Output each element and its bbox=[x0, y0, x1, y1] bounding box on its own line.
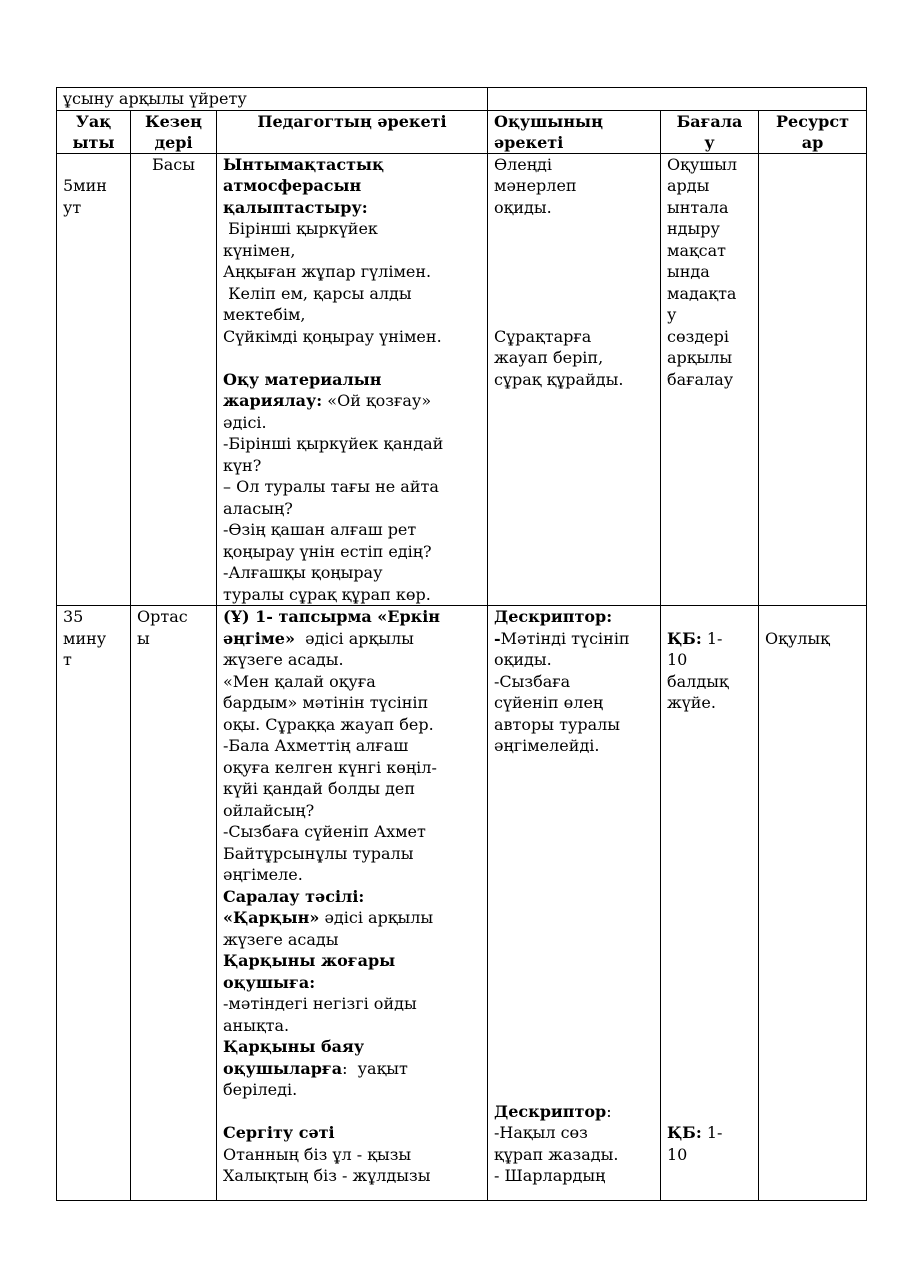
text-line bbox=[223, 541, 481, 563]
text-line bbox=[667, 628, 752, 650]
text-line bbox=[223, 218, 481, 240]
text: -Сызбаға bbox=[494, 671, 571, 691]
bold-text: Сергіту сәті bbox=[223, 1123, 335, 1142]
cell-teacher-activity bbox=[217, 153, 488, 606]
text: жауап беріп, bbox=[494, 348, 604, 367]
text-line bbox=[667, 649, 752, 671]
text: : bbox=[606, 1101, 612, 1121]
text-line: у bbox=[704, 132, 715, 152]
text-line bbox=[667, 864, 752, 886]
text: күйі қандай болды деп bbox=[223, 779, 416, 798]
text-line bbox=[494, 692, 654, 714]
text-line bbox=[223, 692, 481, 714]
text: - Шарлардың bbox=[494, 1166, 606, 1185]
header-assessment bbox=[661, 110, 759, 153]
text-line bbox=[667, 735, 752, 757]
text: әңгімелейді. bbox=[494, 736, 600, 755]
text: жүйе. bbox=[667, 693, 716, 712]
text-line bbox=[223, 886, 481, 908]
bold-text: «Қарқын» bbox=[223, 908, 320, 927]
text-line bbox=[494, 886, 654, 908]
text-line bbox=[494, 197, 654, 219]
text-line: т bbox=[63, 650, 72, 669]
text-line bbox=[494, 735, 654, 757]
text: оқиды. bbox=[494, 197, 552, 217]
text-line bbox=[223, 864, 481, 886]
text-line: ндыру bbox=[667, 219, 720, 238]
text: оқуға келген күнгі көңіл- bbox=[223, 757, 437, 777]
text-line: Ресурст bbox=[775, 111, 850, 131]
text-line bbox=[223, 993, 481, 1015]
text: сұрақ құрайды. bbox=[494, 369, 624, 389]
cell-stage bbox=[131, 153, 217, 606]
cell-student-activity bbox=[488, 153, 661, 606]
top-row-left: ұсыну арқылы үйрету bbox=[57, 88, 488, 111]
text-line bbox=[667, 1122, 752, 1144]
text: Байтұрсынұлы туралы bbox=[223, 843, 414, 863]
text: туралы сұрақ құрап көр. bbox=[223, 584, 431, 604]
text-line: Уақ bbox=[75, 111, 112, 131]
text: авторы туралы bbox=[494, 714, 621, 734]
text: күнімен, bbox=[223, 240, 296, 260]
text: оқы. Сұраққа жауап бер. bbox=[223, 714, 434, 734]
text-line bbox=[494, 347, 654, 369]
text-line bbox=[494, 972, 654, 994]
text-line bbox=[494, 864, 654, 886]
text: ойлайсың? bbox=[223, 800, 315, 820]
text-line bbox=[223, 240, 481, 262]
text-line bbox=[667, 671, 752, 693]
text: «Мен қалай оқуға bbox=[223, 671, 376, 691]
text-line bbox=[223, 498, 481, 520]
text-line bbox=[223, 584, 481, 606]
text-line bbox=[494, 821, 654, 843]
text: оқиды. bbox=[494, 650, 552, 669]
text-line bbox=[223, 778, 481, 800]
text-line bbox=[494, 757, 654, 779]
text: сүйеніп өлең bbox=[494, 693, 604, 712]
text-line bbox=[223, 1101, 481, 1123]
text-line bbox=[494, 154, 654, 176]
text: -Бала Ахметтің алғаш bbox=[223, 736, 409, 755]
table-row-opening bbox=[57, 153, 867, 606]
text-line bbox=[223, 800, 481, 822]
text: 10 bbox=[667, 650, 688, 669]
bold-text: оқушыларға bbox=[223, 1058, 343, 1078]
bold-text: Оқу материалын bbox=[223, 369, 382, 389]
text: әдісі арқылы bbox=[294, 628, 414, 648]
text-line bbox=[765, 628, 860, 650]
bold-text: жариялау: bbox=[223, 391, 323, 410]
text-line bbox=[223, 369, 481, 391]
text: анықта. bbox=[223, 1015, 290, 1035]
text-line bbox=[223, 154, 481, 176]
text-line: ында bbox=[667, 262, 710, 281]
text: Бірінші қыркүйек bbox=[223, 219, 378, 238]
text-line: сөздері bbox=[667, 326, 729, 346]
text-line bbox=[223, 175, 481, 197]
header-time bbox=[57, 110, 131, 153]
cell-resources bbox=[759, 153, 867, 606]
text-line bbox=[494, 907, 654, 929]
text: қоңырау үнін естіп едің? bbox=[223, 541, 432, 561]
text-line bbox=[494, 606, 654, 628]
text-line bbox=[223, 476, 481, 498]
lesson-plan-table bbox=[56, 87, 867, 1201]
text-line bbox=[494, 1122, 654, 1144]
cell-time bbox=[57, 153, 131, 606]
text: жүзеге асады. bbox=[223, 650, 344, 669]
text-line bbox=[223, 347, 481, 369]
header-student bbox=[488, 110, 661, 153]
text: күн? bbox=[223, 455, 262, 475]
text-line bbox=[223, 1058, 481, 1080]
text: беріледі. bbox=[223, 1080, 298, 1099]
text: әңгімеле. bbox=[223, 865, 303, 884]
text-line bbox=[667, 692, 752, 714]
text-line: Оқушының bbox=[494, 111, 603, 131]
text-line bbox=[494, 261, 654, 283]
text-line bbox=[494, 304, 654, 326]
text-line bbox=[223, 757, 481, 779]
text: Отанның біз ұл - қызы bbox=[223, 1144, 412, 1164]
text-line bbox=[223, 390, 481, 412]
text-line bbox=[223, 843, 481, 865]
text-line: Басы bbox=[152, 154, 195, 174]
text: балдық bbox=[667, 671, 729, 691]
text-line bbox=[667, 778, 752, 800]
text: -Нақыл сөз bbox=[494, 1123, 588, 1142]
header-resources bbox=[759, 110, 867, 153]
bold-text: ҚБ: bbox=[667, 1123, 702, 1142]
bold-text: Қарқыны баяу bbox=[223, 1037, 365, 1056]
text-line bbox=[667, 929, 752, 951]
cell-time bbox=[57, 606, 131, 1201]
text-line bbox=[667, 1058, 752, 1080]
text-line bbox=[494, 369, 654, 391]
top-row-right bbox=[488, 88, 867, 111]
text: мектебім, bbox=[223, 305, 306, 324]
text: Өлеңді bbox=[494, 154, 552, 174]
text-line bbox=[667, 757, 752, 779]
text-line bbox=[223, 1144, 481, 1166]
text-line bbox=[494, 929, 654, 951]
text-line bbox=[494, 993, 654, 1015]
text-line: Бағала bbox=[676, 111, 743, 131]
cell-assessment bbox=[661, 606, 759, 1201]
text: әдісі арқылы bbox=[319, 908, 434, 927]
bold-text: (Ұ) 1- тапсырма «Еркін bbox=[223, 607, 440, 626]
text-line: у bbox=[667, 305, 677, 324]
text-line bbox=[223, 261, 481, 283]
text-line: арды bbox=[667, 176, 710, 195]
text-line bbox=[223, 1122, 481, 1144]
text-line bbox=[494, 1036, 654, 1058]
text-line bbox=[494, 950, 654, 972]
text: аласың? bbox=[223, 498, 293, 518]
text-line bbox=[223, 304, 481, 326]
header-row bbox=[57, 110, 867, 153]
text: «Ой қозғау» bbox=[322, 391, 432, 410]
text: Сұрақтарға bbox=[494, 326, 592, 346]
text: : уақыт bbox=[342, 1058, 408, 1078]
header-stage bbox=[131, 110, 217, 153]
bold-text: ҚБ: bbox=[667, 628, 702, 648]
text-line bbox=[494, 843, 654, 865]
text: Оқулық bbox=[765, 628, 830, 648]
text-line bbox=[494, 778, 654, 800]
text-line bbox=[494, 1079, 654, 1101]
text-line bbox=[494, 326, 654, 348]
text-line: ынтала bbox=[667, 197, 729, 217]
text-line bbox=[494, 240, 654, 262]
bold-text: Дескриптор: bbox=[494, 607, 613, 626]
text-line: бағалау bbox=[667, 369, 734, 389]
cell-assessment bbox=[661, 153, 759, 606]
text: 1- bbox=[701, 628, 723, 648]
text-line bbox=[667, 1144, 752, 1166]
text-line: мадақта bbox=[667, 283, 737, 303]
text: Мәтінді түсініп bbox=[500, 628, 630, 648]
text-line bbox=[494, 1144, 654, 1166]
cell-stage bbox=[131, 606, 217, 1201]
bold-text: Саралау тәсілі: bbox=[223, 886, 365, 906]
text: Келіп ем, қарсы алды bbox=[223, 283, 412, 303]
text: құрап жазады. bbox=[494, 1144, 619, 1164]
text-line bbox=[667, 1101, 752, 1123]
text-line bbox=[223, 714, 481, 736]
header-teacher bbox=[217, 110, 488, 153]
text-line bbox=[494, 800, 654, 822]
text-line: мину bbox=[63, 628, 107, 648]
text-line bbox=[667, 1079, 752, 1101]
text-line bbox=[223, 907, 481, 929]
cell-teacher-activity bbox=[217, 606, 488, 1201]
text-line: әрекеті bbox=[494, 132, 564, 152]
text-line bbox=[667, 843, 752, 865]
text-line: ы bbox=[137, 628, 150, 648]
text-line bbox=[223, 1015, 481, 1037]
text-line bbox=[494, 218, 654, 240]
text-line bbox=[223, 649, 481, 671]
text-line bbox=[223, 1079, 481, 1101]
text-line bbox=[494, 175, 654, 197]
bold-text: әңгіме» bbox=[223, 628, 295, 648]
text-line bbox=[667, 886, 752, 908]
text-line: Кезең bbox=[145, 111, 202, 131]
text-line bbox=[223, 326, 481, 348]
text-line bbox=[494, 628, 654, 650]
text-line bbox=[223, 197, 481, 219]
text: жүзеге асады bbox=[223, 929, 339, 949]
text-line bbox=[765, 606, 860, 628]
text-line bbox=[223, 972, 481, 994]
text-line: 5мин bbox=[63, 176, 107, 195]
text-line bbox=[667, 606, 752, 628]
text-line bbox=[667, 972, 752, 994]
cell-resources bbox=[759, 606, 867, 1201]
bold-text: - bbox=[494, 628, 501, 648]
text-line: 35 bbox=[63, 607, 84, 626]
text: – Ол туралы тағы не айта bbox=[223, 477, 439, 496]
bold-text: оқушыға: bbox=[223, 972, 316, 992]
table-row-middle bbox=[57, 606, 867, 1201]
text: Халықтың біз - жұлдызы bbox=[223, 1166, 431, 1185]
text-line bbox=[667, 950, 752, 972]
text-line bbox=[223, 412, 481, 434]
text: Аңқыған жұпар гүлімен. bbox=[223, 262, 432, 281]
text: -Алғашқы қоңырау bbox=[223, 563, 383, 582]
text: -Өзің қашан алғаш рет bbox=[223, 520, 417, 539]
text-line: дері bbox=[154, 132, 193, 152]
bold-text: қалыптастыру: bbox=[223, 197, 368, 217]
text: -Сызбаға сүйеніп Ахмет bbox=[223, 822, 426, 841]
bold-text: Дескриптор bbox=[494, 1101, 607, 1121]
text-line bbox=[223, 455, 481, 477]
text: бардым» мәтінін түсініп bbox=[223, 693, 429, 712]
text: Сүйкімді қоңырау үнімен. bbox=[223, 326, 442, 346]
bold-text: Ынтымақтастық bbox=[223, 154, 384, 174]
text-line bbox=[494, 1058, 654, 1080]
text-line bbox=[63, 154, 124, 176]
text: әдісі. bbox=[223, 412, 267, 432]
text-line bbox=[667, 821, 752, 843]
text-line bbox=[223, 671, 481, 693]
text-line bbox=[223, 283, 481, 305]
text-line bbox=[223, 628, 481, 650]
text-line bbox=[667, 907, 752, 929]
text-line: мақсат bbox=[667, 240, 727, 260]
text-line bbox=[223, 433, 481, 455]
text-line bbox=[494, 1101, 654, 1123]
text-line: Оқушыл bbox=[667, 154, 737, 174]
text-line bbox=[667, 800, 752, 822]
text-line bbox=[494, 671, 654, 693]
text: мәнерлеп bbox=[494, 176, 577, 195]
text-line bbox=[223, 735, 481, 757]
bold-text: Қарқыны жоғары bbox=[223, 951, 396, 970]
text: -мәтіндегі негізгі ойды bbox=[223, 994, 417, 1013]
text-line: ут bbox=[63, 197, 82, 217]
text: 10 bbox=[667, 1144, 688, 1164]
top-row bbox=[57, 88, 867, 111]
text-line bbox=[494, 283, 654, 305]
text-line bbox=[494, 714, 654, 736]
text-line bbox=[223, 950, 481, 972]
text-line bbox=[494, 1165, 654, 1187]
text: -Бірінші қыркүйек қандай bbox=[223, 434, 444, 453]
text: 1- bbox=[701, 1123, 723, 1142]
bold-text: атмосферасын bbox=[223, 176, 362, 195]
text-line bbox=[223, 1165, 481, 1187]
text-line bbox=[494, 1015, 654, 1037]
text-line bbox=[494, 649, 654, 671]
text-line bbox=[223, 1036, 481, 1058]
text-line: ар bbox=[801, 132, 824, 152]
text-line: ыты bbox=[72, 132, 115, 152]
text-line bbox=[223, 606, 481, 628]
text-line bbox=[223, 519, 481, 541]
text-line bbox=[667, 993, 752, 1015]
text-line bbox=[223, 929, 481, 951]
text-line: Ортас bbox=[137, 607, 188, 626]
text-line: арқылы bbox=[667, 348, 733, 367]
text-line bbox=[667, 1015, 752, 1037]
text-line bbox=[667, 1036, 752, 1058]
text-line: Педагогтың әрекеті bbox=[257, 111, 447, 131]
text-line bbox=[223, 821, 481, 843]
text-line bbox=[223, 562, 481, 584]
cell-student-activity bbox=[488, 606, 661, 1201]
text-line bbox=[667, 714, 752, 736]
